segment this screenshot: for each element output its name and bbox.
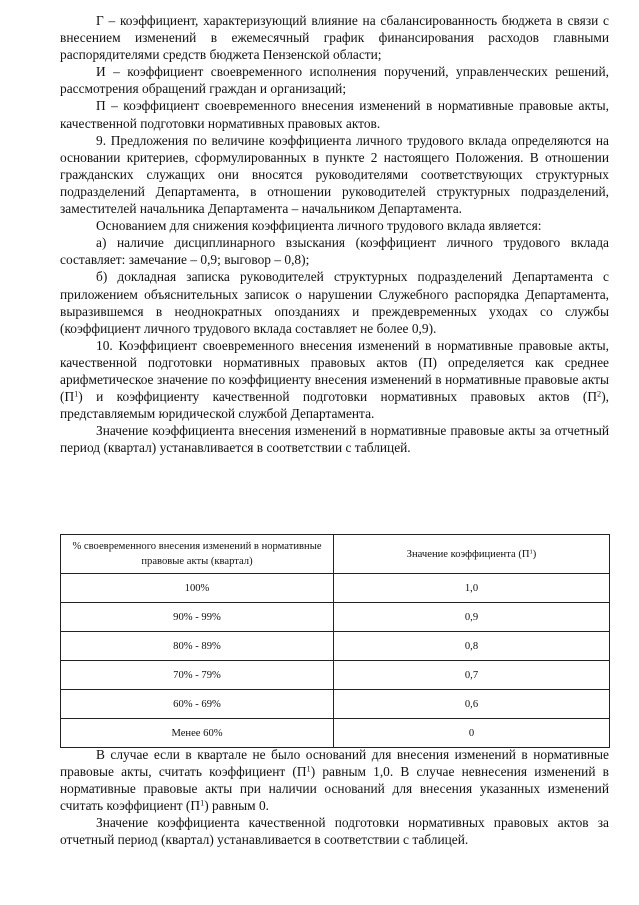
- table-header-percent: % своевременного внесения изменений в нормативные правовые акты (квартал): [61, 535, 334, 574]
- paragraph-item-9: 9. Предложения по величине коэффициента личного трудового вклада определяются на основании критериев, сформулированных в пункте 2 настоящего Положения. В отношении гражданских служащих они вносятся руководителями соответствующих структурных подразделений Департамента, в отношении руководителей структурных подразделений, заместителей начальника Департамента – начальником Департамента.: [60, 132, 609, 217]
- superscript: 1: [74, 389, 79, 399]
- paragraph-item-10-text-1: 10. Коэффициент своевременного внесения изменений в нормативные правовые акты, качественной подготовки нормативных правовых актов (П) определяется как среднее арифметическое значение по коэффициенту внесения изменений в нормативные правовые акты (П: [60, 337, 609, 405]
- table-cell-range: Менее 60%: [61, 719, 334, 748]
- table-row: [61, 690, 610, 719]
- table-row: [61, 574, 610, 603]
- paragraph-no-grounds: [60, 746, 609, 814]
- table-header-row: [61, 535, 610, 574]
- superscript: 1: [306, 764, 311, 774]
- paragraph-coef-g: Г – коэффициент, характеризующий влияние на сбалансированность бюджета в связи с внесением изменений в ежемесячный график финансирования расходов главными распорядителями средств бюджета Пензенской области;: [60, 13, 609, 63]
- paragraph-quality-table-intro: Значение коэффициента качественной подготовки нормативных правовых актов за отчетный период (квартал) устанавливается в соответствии с таблицей.: [60, 815, 609, 848]
- table-cell-value: 0,6: [334, 690, 610, 719]
- table-row: [61, 603, 610, 632]
- superscript: 1: [200, 798, 205, 808]
- paragraph-table-intro: Значение коэффициента внесения изменений в нормативные правовые акты за отчетный период (квартал) устанавливается в соответствии с таблицей.: [60, 423, 609, 456]
- table-header-value-close: ): [532, 548, 537, 560]
- table-cell-range: 90% - 99%: [61, 603, 334, 632]
- table-cell-value: 0,8: [334, 632, 610, 661]
- paragraph-no-grounds-text-1: В случае если в квартале не было оснований для внесения изменений в нормативные правовые акты, считать коэффициент (П: [60, 747, 609, 780]
- table-cell-range: 100%: [61, 574, 334, 603]
- table-cell-range: 60% - 69%: [61, 690, 334, 719]
- table-row: [61, 632, 610, 661]
- table-row: [61, 661, 610, 690]
- paragraph-item-b: б) докладная записка руководителей структурных подразделений Департамента с приложением объяснительных записок о нарушении Служебного распорядка Департамента, выразившемся в неоднократных опозданиях и преждевременных уходах со службы (коэффициент личного трудового вклада составляет не более 0,9).: [60, 269, 609, 336]
- table-row: [61, 719, 610, 748]
- paragraph-no-grounds-text-3: ) равным 0.: [204, 798, 270, 814]
- table-cell-range: 80% - 89%: [61, 632, 334, 661]
- superscript: 1: [529, 547, 533, 555]
- table-header-value: [334, 535, 610, 574]
- superscript: 2: [597, 389, 602, 399]
- paragraph-coef-p: П – коэффициент своевременного внесения изменений в нормативные правовые акты, качественной подготовки нормативных правовых актов.: [60, 98, 609, 131]
- paragraph-item-10-text-3: ), представляемым юридической службой Департамента.: [60, 389, 609, 422]
- paragraph-coef-i: И – коэффициент своевременного исполнения поручений, управленческих решений, рассмотрения обращений граждан и организаций;: [60, 64, 609, 97]
- table-header-value-text: Значение коэффициента (П: [406, 548, 530, 560]
- paragraph-item-a: а) наличие дисциплинарного взыскания (коэффициент личного трудового вклада составляет: замечание – 0,9; выговор – 0,8);: [60, 235, 609, 268]
- paragraph-no-grounds-text-2: ) равным 1,0. В случае невнесения изменений в нормативные правовые акты при наличии оснований для внесения указанных изменений считать коэффициент (П: [60, 764, 610, 814]
- paragraph-item-10-text-2: ) и коэффициенту качественной подготовки нормативных правовых актов (П: [78, 389, 598, 405]
- table-cell-range: 70% - 79%: [61, 661, 334, 690]
- coefficient-table: [60, 534, 610, 748]
- table-cell-value: 0,9: [334, 603, 610, 632]
- paragraph-reduction-basis: Основанием для снижения коэффициента личного трудового вклада является:: [96, 218, 542, 234]
- table-cell-value: 1,0: [334, 574, 610, 603]
- table-cell-value: 0,7: [334, 661, 610, 690]
- document-body-after-table: [60, 746, 609, 849]
- paragraph-item-10: [60, 337, 609, 422]
- table-cell-value: 0: [334, 719, 610, 748]
- document-body: [60, 12, 609, 456]
